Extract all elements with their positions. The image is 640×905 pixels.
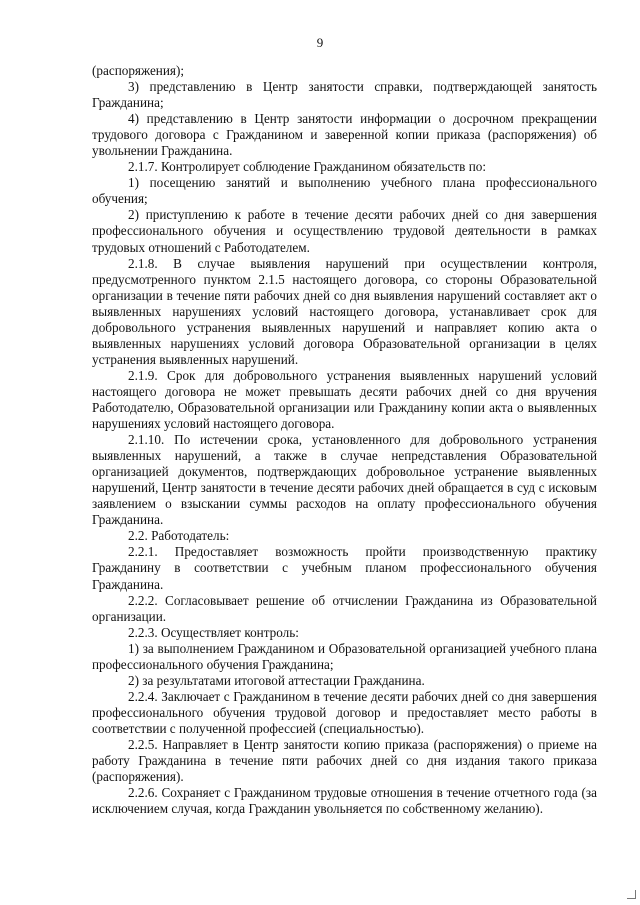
paragraph-8: 2.1.9. Срок для добровольного устранения выявленных нарушений условий настоящего договора не может превышать десяти рабочих дней со дня вручения Работодателю, Образовательной организации или Гражданину копии акта о выявленных нарушениях условий настоящего договора. (92, 367, 597, 432)
paragraph-16: 2.2.4. Заключает с Гражданином в течение десяти рабочих дней со дня завершения профессионального обучения трудовой договор и предоставляет место работы в соответствии с полученной профессией (специальностью). (92, 688, 597, 736)
document-body (92, 63, 597, 817)
paragraph-4: 2.1.7. Контролирует соблюдение Гражданином обязательств по: (128, 159, 487, 175)
page-number: 9 (316, 35, 324, 50)
paragraph-15: 2) за результатами итоговой аттестации Гражданина. (128, 672, 425, 688)
paragraph-1: (распоряжения); (92, 63, 185, 78)
paragraph-10: 2.2. Работодатель: (128, 528, 230, 544)
paragraph-17: 2.2.5. Направляет в Центр занятости копию приказа (распоряжения) о приеме на работу Гражданина в течение пяти рабочих дней со дня издания такого приказа (распоряжения). (92, 736, 597, 785)
paragraph-9: 2.1.10. По истечении срока, установленного для добровольного устранения выявленных нарушений, а также в случае непредставления Образовательной организацией документов, подтверждающих добровольное устранение выявленных нарушений, Центр занятости в течение десяти рабочих дней обращается в суд с исковым заявлением о взыскании суммы расходов на оплату профессионального обучения Гражданина. (92, 432, 597, 528)
paragraph-5: 1) посещению занятий и выполнению учебного плана профессионального обучения; (92, 175, 597, 207)
paragraph-13: 2.2.3. Осуществляет контроль: (128, 624, 299, 640)
page-corner-mark (627, 890, 636, 899)
paragraph-6: 2) приступлению к работе в течение десяти рабочих дней со дня завершения профессионального обучения и осуществлению трудовой деятельности в рамках трудовых отношений с Работодателем. (92, 207, 597, 255)
paragraph-18: 2.2.6. Сохраняет с Гражданином трудовые отношения в течение отчетного года (за исключением случая, когда Гражданин увольняется по собственному желанию). (92, 785, 597, 817)
paragraph-14: 1) за выполнением Гражданином и Образовательной организацией учебного плана профессионального обучения Гражданина; (92, 640, 597, 672)
paragraph-3: 4) представлению в Центр занятости информации о досрочном прекращении трудового договора с Гражданином и заверенной копии приказа (распоряжения) об увольнении Гражданина. (92, 111, 597, 159)
paragraph-2: 3) представлению в Центр занятости справки, подтверждающей занятость Гражданина; (92, 79, 597, 111)
paragraph-11: 2.2.1. Предоставляет возможность пройти производственную практику Гражданину в соответствии с учебным планом профессионального обучения Гражданина. (92, 544, 597, 592)
paragraph-7: 2.1.8. В случае выявления нарушений при осуществлении контроля, предусмотренного пунктом 2.1.5 настоящего договора, со стороны Образовательной организации в течение пяти рабочих дней со дня выявления нарушений составляет акт о выявленных нарушениях условий настоящего договора, устанавливает срок для добровольного устранения выявленных нарушений и направляет копию акта о выявленных нарушениях условий договора Образовательной организации в целях устранения выявленных нарушений. (92, 255, 597, 367)
paragraph-12: 2.2.2. Согласовывает решение об отчислении Гражданина из Образовательной организации. (92, 592, 597, 624)
